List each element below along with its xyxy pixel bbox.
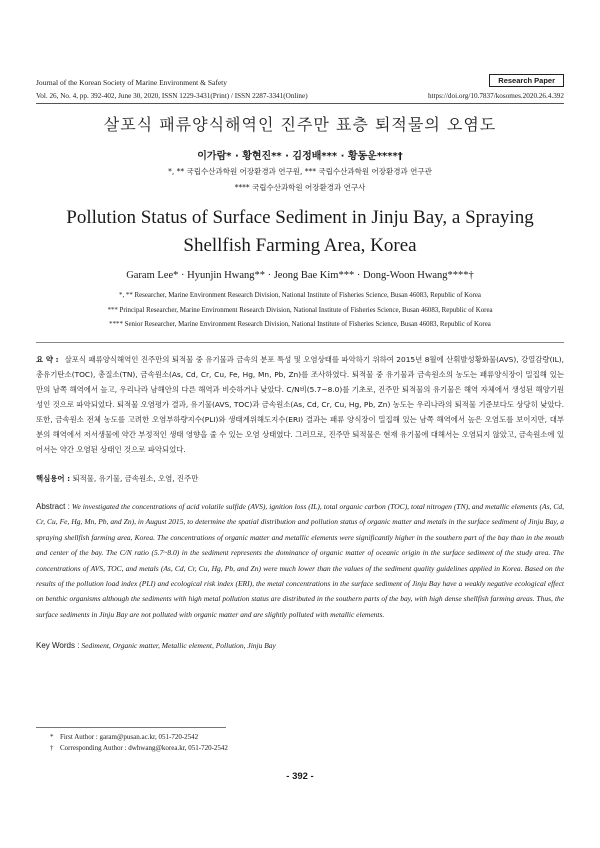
abstract-divider [36,342,564,343]
footnote-text: Corresponding Author : dwhwang@korea.kr, 051-720-2542 [60,744,228,752]
abstract-korean-label: 요 약 : [36,355,59,364]
footnote-divider [36,727,226,728]
keywords-korean-label: 핵심용어 : [36,474,71,483]
title-english: Pollution Status of Surface Sediment in Jinju Bay, a Spraying Shellfish Farming Area, Korea [66,207,534,256]
keywords-korean-text: 퇴적물, 유기물, 금속원소, 오염, 진주만 [72,474,199,483]
keywords-korean [36,473,198,484]
footnote-mark: † [50,744,54,752]
header-divider [36,103,564,104]
abstract-korean-text: 살포식 패류양식해역인 진주만의 퇴적물 중 유기물과 금속의 분포 특성 및 오염상태를 파악하기 위하여 2015년 8월에 산휘발성황화물(AVS), 강열감량(IL), 총유기탄소(TOC), 총질소(TN), 금속원소(As, Cd, Cr, Cu, Fe, Hg, Mn, Pb, Zn)를 조사하였다. 퇴적물 중 유기물과 금속원소의 농도는 패류양식장이 밀집해 있는 만의 남쪽 해역에서 높고, 우리나라 남해안의 다른 해역과 비슷하거나 낮았다. C/N비(5.7~8.0)를 기초로, 진주만 퇴적물의 유기물은 해역 자체에서 생성된 해양기원성인 것으로 파악되었다. 퇴적물 오염평가 결과, 유기물(AVS, TOC)과 금속원소(As, Cd, Cr, Cu, Hg, Pb, Zn) 농도는 우리나라의 퇴적물 기준보다도 상당히 낮았다. 또한, 금속원소 전체 농도를 고려한 오염부하량지수(PLI)와 생태계위해도지수(ERI) 결과는 패류 양식장이 밀집해 있는 남쪽 해역에서 높은 오염도를 보이지만, 대부분의 해역에서 저서생물에 약간 부정적인 생태 영향을 줄 수 있는 오염 상태였다. 그러므로, 진주만 퇴적물은 현재 유기물에 대해서는 오염되지 않았고, 금속원소에 있어서는 약간 오염된 상태인 것으로 파악되었다. [36,355,564,454]
footnote-mark: * [50,733,54,741]
research-paper-badge: Research Paper [489,74,564,87]
authors-korean: 이가람* · 황현진** · 김정배*** · 황동운****† [197,151,403,162]
journal-name: Journal of the Korean Society of Marine Environment & Safety [36,78,227,87]
footnote-text: First Author : garam@pusan.ac.kr, 051-720-2542 [60,733,199,741]
doi-link[interactable]: https://doi.org/10.7837/kosomes.2020.26.4.392 [427,92,564,100]
affiliation-korean-2: **** 국립수산과학원 어장환경과 연구사 [234,183,366,192]
page-number: - 392 - [286,771,314,782]
keywords-english-label: Key Words : [36,641,80,650]
affiliation-english-2: *** Principal Researcher, Marine Environment Research Division, National Institute of Fisheries Science, Busan 46083, Republic of Korea [107,307,493,314]
footnote-corresponding-author [50,744,228,752]
keywords-english-text: Sediment, Organic matter, Metallic element, Pollution, Jinju Bay [81,641,276,650]
citation-info: Vol. 26, No. 4, pp. 392-402, June 30, 2020, ISSN 1229-3431(Print) / ISSN 2287-3341(Online) [36,92,308,100]
footnote-first-author [50,733,198,741]
abstract-korean [36,352,564,457]
title-korean: 살포식 패류양식해역인 진주만 표층 퇴적물의 오염도 [103,115,497,134]
affiliation-english-1: *, ** Researcher, Marine Environment Research Division, National Institute of Fisheries Science, Busan 46083, Republic of Korea [119,292,481,299]
affiliation-korean-1: *, ** 국립수산과학원 어장환경과 연구원, *** 국립수산과학원 어장환경과 연구관 [168,167,432,176]
abstract-english-label: Abstract : [36,502,70,511]
keywords-english [36,641,276,650]
abstract-english-text: We investigated the concentrations of acid volatile sulfide (AVS), ignition loss (IL), total organic carbon (TOC), total nitrogen (TN), and metallic elements (As, Cd, Cr, Cu, Fe, Hg, Mn, Pb, and Zn), in August 2015, to determine the spatial distribution and pollution status of organic matter and metals in the surface sediment of Jinju Bay, a spraying shellfish farming area, Korea. The concentrations of organic matter and metallic elements were significantly higher in the southern part of the bay than in the mouth and center of the bay. The C/N ratio (5.7~8.0) in the sediment represents the dominance of organic matter of oceanic origin in the surface sediment of the study area. The concentrations of AVS, TOC, and metals (As, Cd, Cr, Cu, Hg, Pb, and Zn) were much lower than the values of the sediment quality guidelines applied in Korea. Based on the results of the pollution load index (PLI) and ecological risk index (ERI), the metal concentrations in the surface sediment of Jinju Bay have a weakly negative ecological effect on benthic organisms although the sediments with high metal pollution status are distributed in the southern parts of the bay, with high dense shellfish farming areas. Thus, the surface sediments in Jinju Bay are not polluted with organic matter and are slightly polluted with metallic elements. [36,502,565,619]
abstract-english [36,499,564,622]
authors-english: Garam Lee* · Hyunjin Hwang** · Jeong Bae Kim*** · Dong-Woon Hwang****† [126,270,474,281]
affiliation-english-3: **** Senior Researcher, Marine Environment Research Division, National Institute of Fisheries Science, Busan 46083, Republic of Korea [109,321,491,328]
